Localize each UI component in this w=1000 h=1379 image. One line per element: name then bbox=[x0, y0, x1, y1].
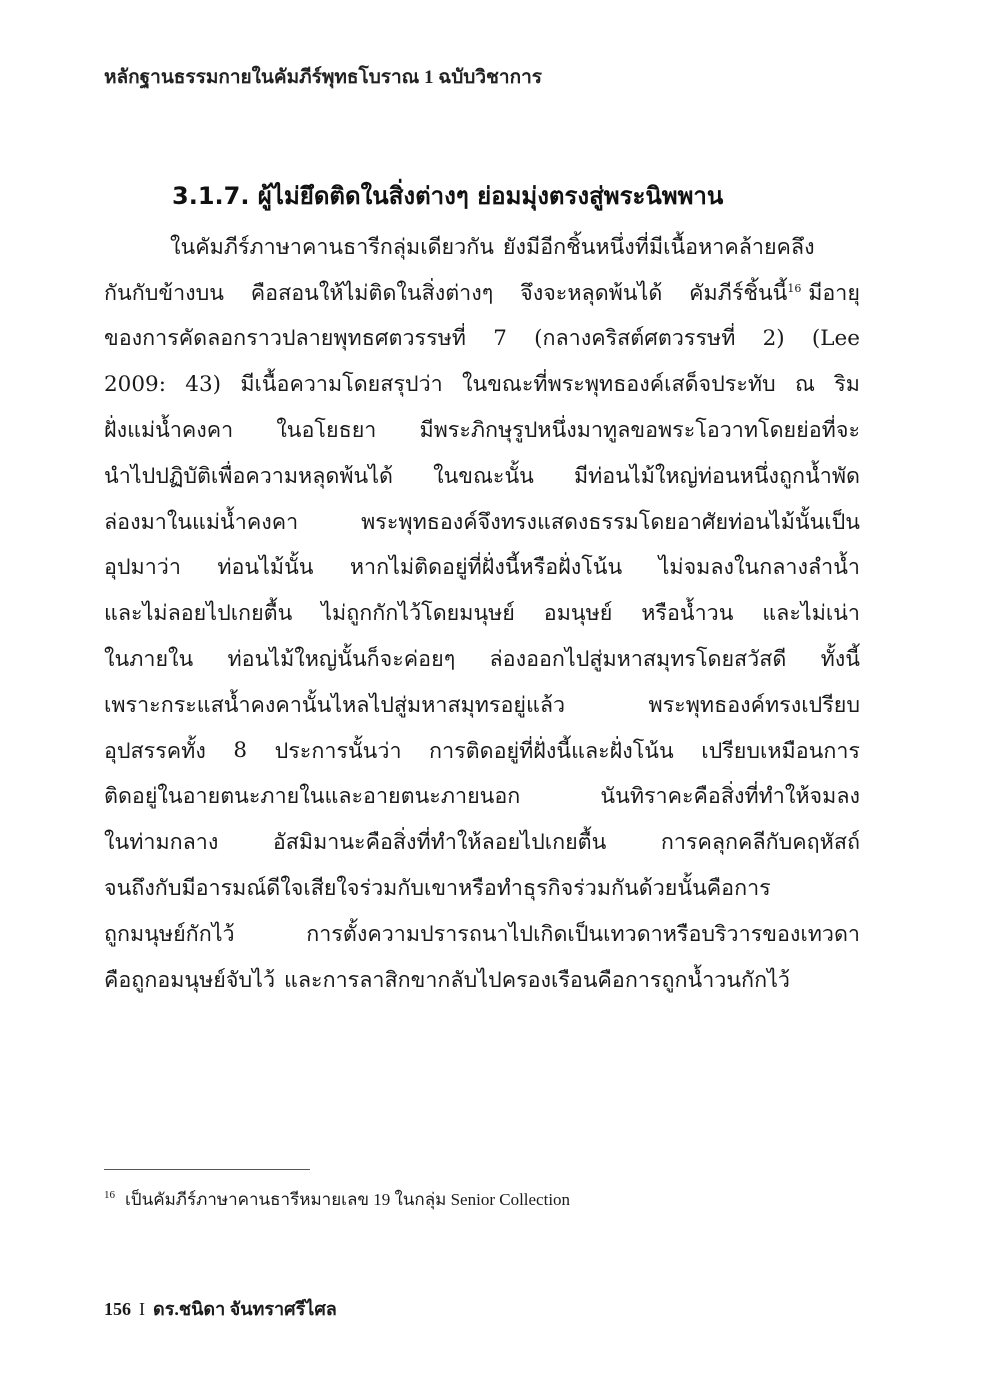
text-run: พระพุทธองค์จึงทรงแสดงธรรมโดยอาศัยท่อนไม้นั้นเป็น bbox=[361, 509, 860, 535]
text-run: หรือน้ำวน bbox=[641, 601, 734, 627]
body-line bbox=[104, 407, 860, 453]
text-run: 43) bbox=[185, 371, 222, 397]
text-run: ล่องมาในแม่น้ำคงคา bbox=[104, 509, 299, 535]
text-run: มีเนื้อความโดยสรุปว่า bbox=[240, 372, 443, 398]
body-line bbox=[104, 728, 860, 774]
section-heading: 3.1.7. ผู้ไม่ยึดติดในสิ่งต่างๆ ย่อมมุ่งตรงสู่พระนิพพาน bbox=[172, 182, 724, 210]
footnote-text: เป็นคัมภีร์ภาษาคานธารีหมายเลข 19 ในกลุ่ม Senior Collection bbox=[125, 1190, 571, 1209]
footnote-number: 16 bbox=[104, 1189, 115, 1202]
text-run: และไม่เน่า bbox=[762, 601, 860, 627]
text-run: จนถึงกับมีอารมณ์ดีใจเสียใจร่วมกับเขาหรือทำธุรกิจร่วมกันด้วยนั้นคือการ bbox=[104, 876, 771, 902]
text-run: อุปสรรคทั้ง bbox=[104, 738, 206, 764]
text-run: นันทิราคะคือสิ่งที่ทำให้จมลง bbox=[600, 784, 860, 810]
text-run: ของการคัดลอกราวปลายพุทธศตวรรษที่ bbox=[104, 326, 466, 352]
text-run: ประการนั้นว่า bbox=[274, 738, 402, 764]
text-run: ติดอยู่ในอายตนะภายในและอายตนะภายนอก bbox=[104, 784, 521, 810]
running-header: หลักฐานธรรมกายในคัมภีร์พุทธโบราณ 1 ฉบับวิชาการ bbox=[104, 67, 542, 88]
footnote-divider bbox=[104, 1169, 310, 1170]
text-run: ถูกมนุษย์กักไว้ bbox=[104, 921, 235, 947]
text-run: 2) bbox=[762, 325, 785, 351]
text-run: จึงจะหลุดพ้นได้ bbox=[520, 280, 663, 306]
page-number: 156 bbox=[104, 1299, 131, 1319]
body-line bbox=[104, 316, 860, 362]
text-run: ยังมีอีกชิ้นหนึ่งที่มีเนื้อหาคล้ายคลึง bbox=[502, 234, 815, 260]
body-line bbox=[104, 819, 860, 865]
text-run: คัมภีร์ชิ้นนี้ bbox=[689, 280, 788, 306]
text-run: ท่อนไม้ใหญ่นั้นก็จะค่อยๆ bbox=[227, 647, 456, 673]
text-run: ในคัมภีร์ภาษาคานธารีกลุ่มเดียวกัน bbox=[170, 234, 494, 260]
body-line bbox=[104, 270, 860, 316]
text-run: หากไม่ติดอยู่ที่ฝั่งนี้หรือฝั่งโน้น bbox=[349, 555, 623, 581]
text-run: อมนุษย์ bbox=[543, 601, 613, 627]
author-name: ดร.ชนิดา จันทราศรีไศล bbox=[153, 1299, 337, 1319]
body-line bbox=[104, 590, 860, 636]
text-run: 8 bbox=[233, 738, 248, 764]
body-line bbox=[104, 361, 860, 407]
text-run: การคลุกคลีกับคฤหัสถ์ bbox=[660, 830, 860, 856]
text-run: การตั้งความปรารถนาไปเกิดเป็นเทวดาหรือบริวารของเทวดา bbox=[306, 921, 860, 947]
text-run: เปรียบเหมือนการ bbox=[701, 738, 860, 764]
text-run: นำไปปฏิบัติเพื่อความหลุดพ้นได้ bbox=[104, 463, 394, 489]
text-run: ในขณะที่พระพุทธองค์เสด็จประทับ bbox=[462, 372, 776, 398]
body-line bbox=[104, 774, 860, 820]
text-run: ล่องออกไปสู่มหาสมุทรโดยสวัสดี bbox=[489, 647, 787, 673]
text-run: (Lee bbox=[811, 325, 860, 351]
text-run bbox=[689, 276, 860, 310]
body-line bbox=[104, 682, 860, 728]
body-line bbox=[104, 499, 860, 545]
text-run: กันกับข้างบน bbox=[104, 280, 224, 306]
body-line bbox=[104, 911, 860, 957]
text-run: และการลาสิกขากลับไปครองเรือนคือการถูกน้ำวนกักไว้ bbox=[284, 967, 790, 993]
text-run: ในขณะนั้น bbox=[433, 463, 534, 489]
text-run: มีท่อนไม้ใหญ่ท่อนหนึ่งถูกน้ำพัด bbox=[573, 463, 860, 489]
text-run: 2009: bbox=[104, 371, 166, 397]
text-run: ฝั่งแม่น้ำคงคา bbox=[104, 418, 234, 444]
body-line bbox=[104, 865, 860, 911]
body-line bbox=[104, 636, 860, 682]
body-text bbox=[104, 224, 860, 1003]
text-run: คือถูกอมนุษย์จับไว้ bbox=[104, 967, 276, 993]
text-run: ไม่ถูกกักไว้โดยมนุษย์ bbox=[321, 601, 515, 627]
text-run: อุปมาว่า bbox=[104, 555, 181, 581]
text-run: คือสอนให้ไม่ติดในสิ่งต่างๆ bbox=[250, 280, 494, 306]
body-line bbox=[104, 224, 860, 270]
text-run: ณ bbox=[795, 372, 815, 398]
footnote bbox=[104, 1186, 570, 1213]
text-run: ในภายใน bbox=[104, 647, 194, 673]
footnote-reference[interactable]: 16 bbox=[787, 281, 802, 295]
text-run: ริม bbox=[834, 372, 860, 398]
text-run: เพราะกระแสน้ำคงคานั้นไหลไปสู่มหาสมุทรอยู่แล้ว bbox=[104, 692, 566, 718]
footer-separator: I bbox=[139, 1299, 145, 1319]
text-run: ท่อนไม้นั้น bbox=[217, 555, 314, 581]
text-run: อัสมิมานะคือสิ่งที่ทำให้ลอยไปเกยตื้น bbox=[272, 830, 607, 856]
body-line bbox=[104, 453, 860, 499]
body-line bbox=[104, 545, 860, 591]
body-line bbox=[104, 957, 860, 1003]
text-run: และไม่ลอยไปเกยตื้น bbox=[104, 601, 293, 627]
text-run: มีอายุ bbox=[808, 280, 860, 306]
text-run: การติดอยู่ที่ฝั่งนี้และฝั่งโน้น bbox=[429, 738, 674, 764]
page-footer bbox=[104, 1294, 337, 1323]
text-run: 7 bbox=[493, 325, 507, 351]
text-run: มีพระภิกษุรูปหนึ่งมาทูลขอพระโอวาทโดยย่อที่จะ bbox=[419, 418, 860, 444]
text-run: ในท่ามกลาง bbox=[104, 830, 219, 856]
text-run: ไม่จมลงในกลางลำน้ำ bbox=[658, 555, 860, 581]
text-run: พระพุทธองค์ทรงเปรียบ bbox=[648, 692, 860, 718]
text-run: ในอโยธยา bbox=[276, 418, 377, 444]
text-run: ทั้งนี้ bbox=[820, 647, 860, 673]
text-run: (กลางคริสต์ศตวรรษที่ bbox=[534, 326, 736, 352]
